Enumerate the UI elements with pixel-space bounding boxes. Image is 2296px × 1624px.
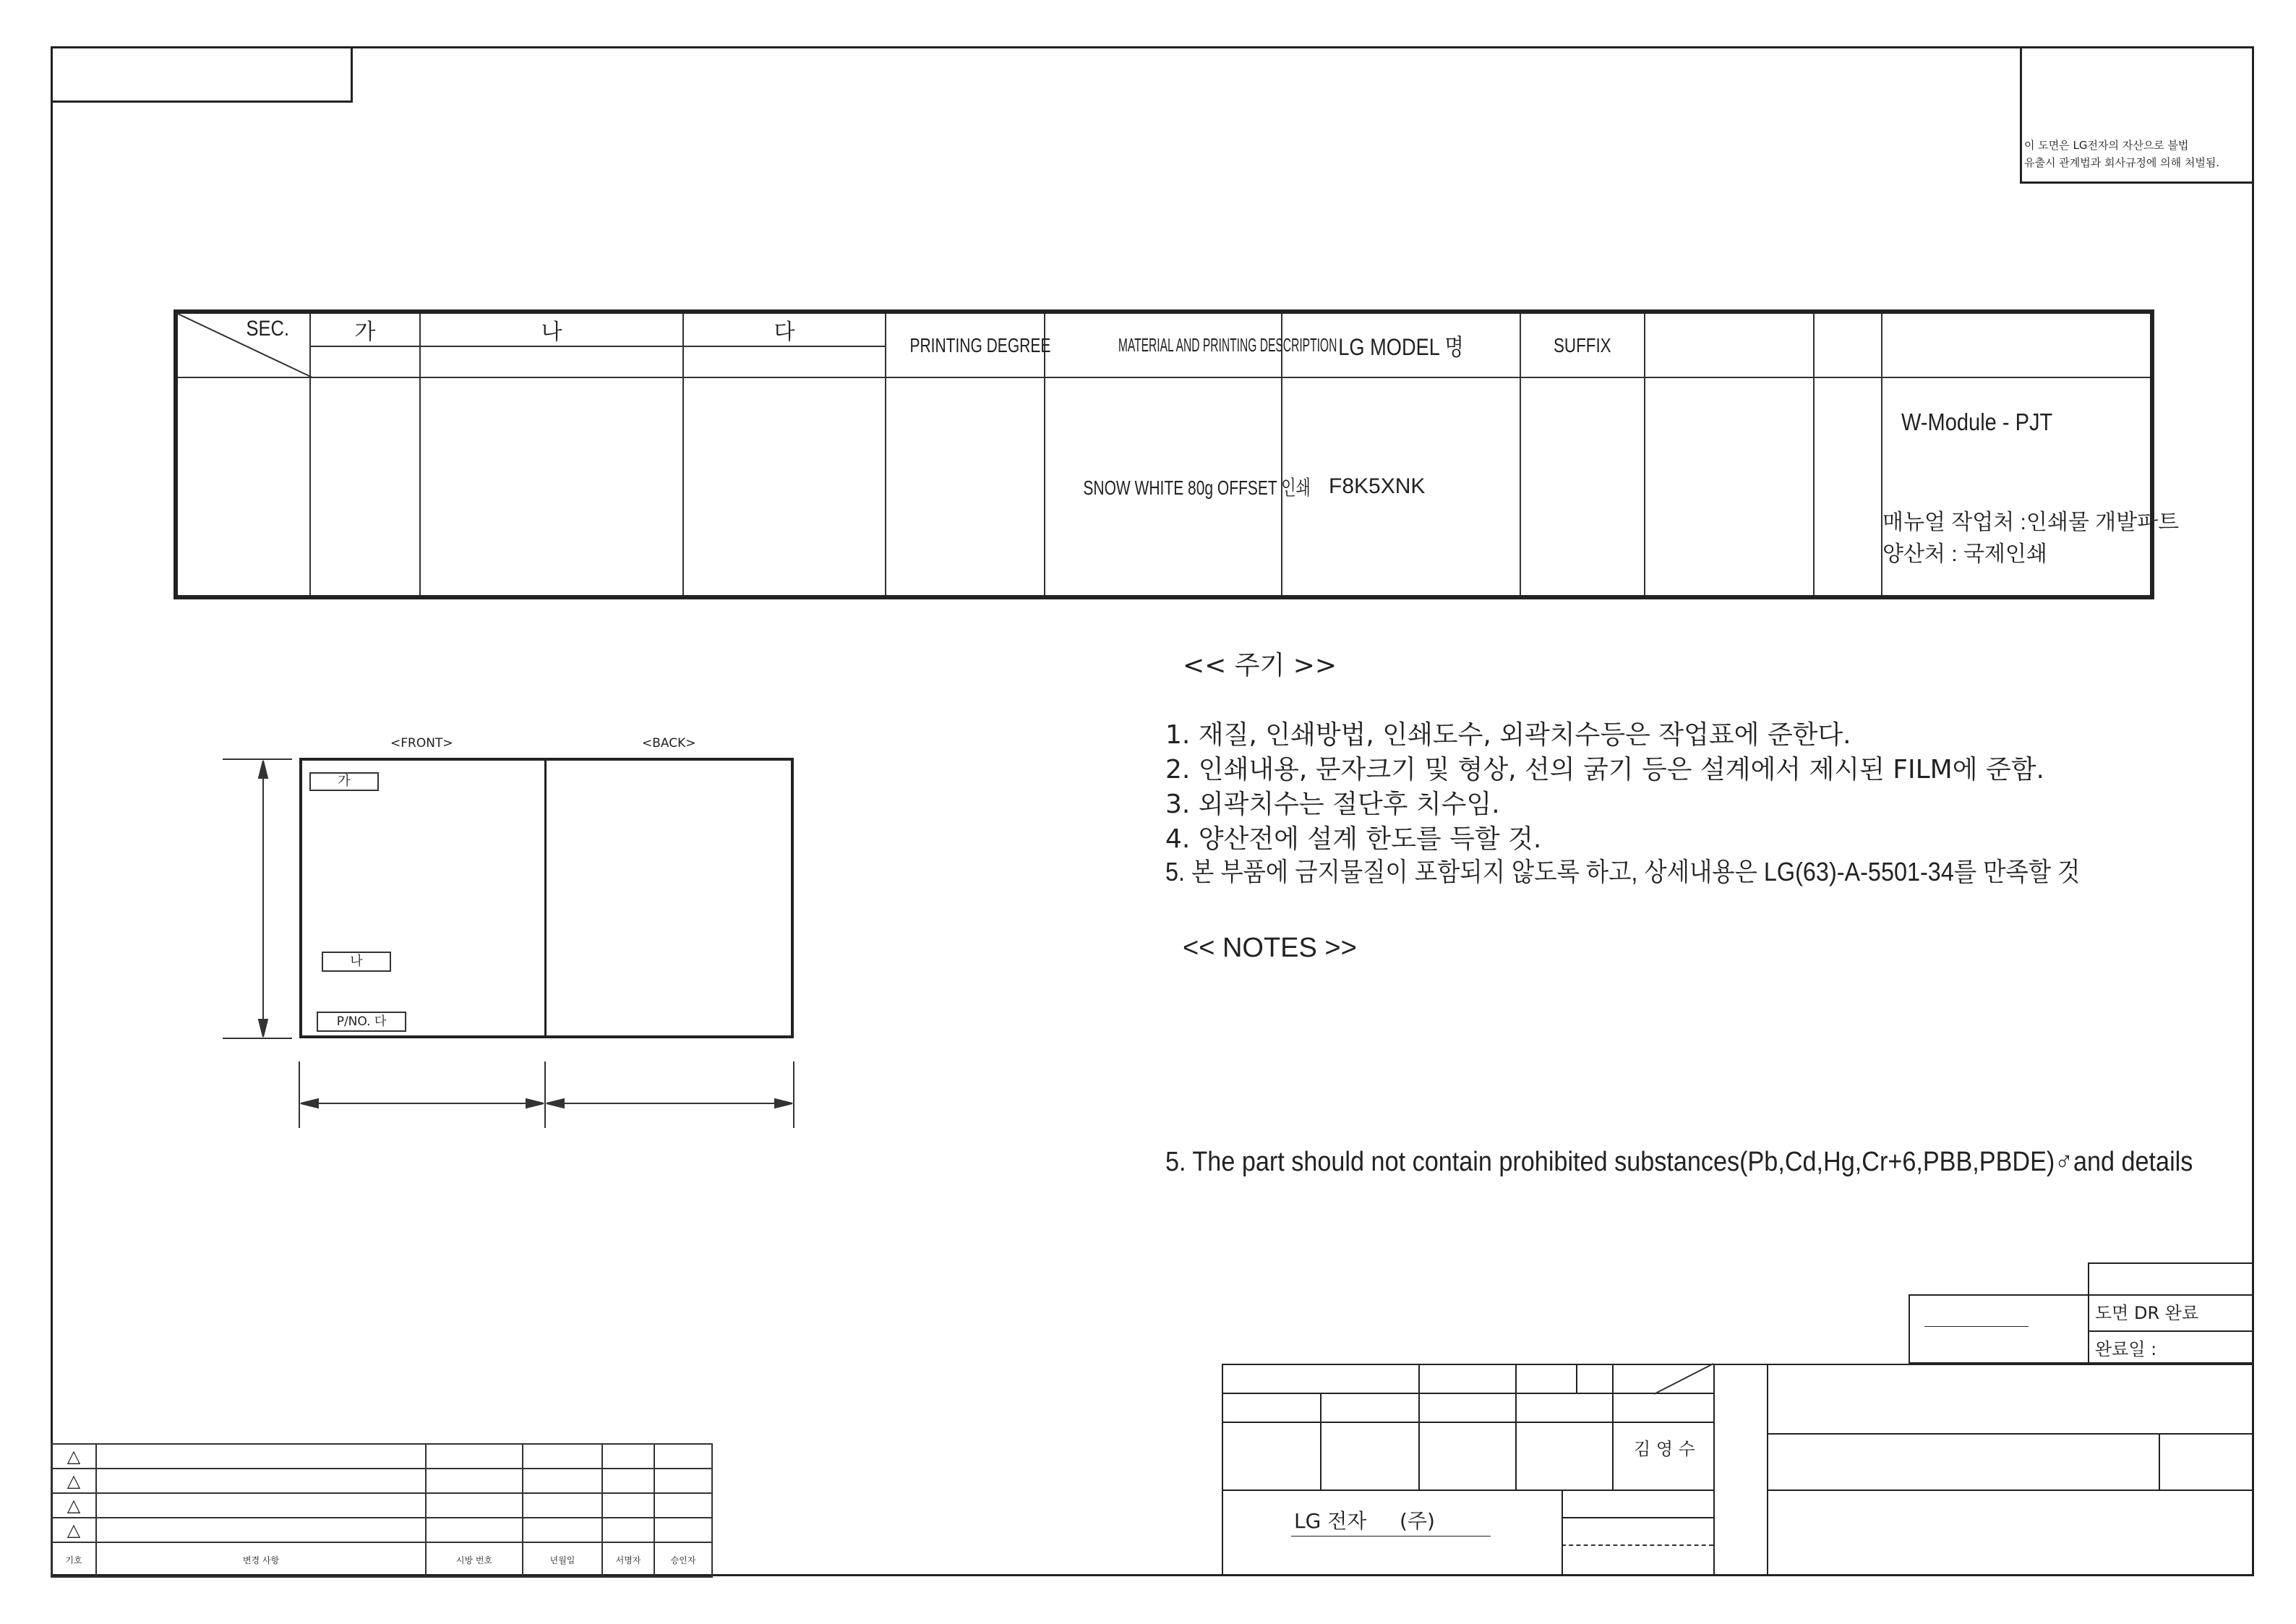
company-name: LG 전자 xyxy=(1294,1509,1367,1533)
pno-marker: P/NO. 다 xyxy=(317,1012,406,1032)
front-label: <FRONT> xyxy=(390,736,453,751)
korean-note-3: 3. 외곽치수는 절단후 치수임. xyxy=(1165,790,1500,819)
tb-h1 xyxy=(1222,1393,1713,1394)
dimension-lines xyxy=(217,752,810,1135)
model-value-cell xyxy=(1282,377,1520,597)
na-sub xyxy=(420,346,683,377)
da-sub xyxy=(683,346,886,377)
rev-symbol-3: △ xyxy=(51,1493,96,1518)
korean-note-2: 2. 인쇄내용, 문자크기 및 형상, 선의 굵기 등은 설계에서 제시된 FILM에 준함. xyxy=(1165,755,2044,785)
korean-note-4: 4. 양산전에 설계 한도를 득할 것. xyxy=(1165,824,1542,854)
project-cell xyxy=(1882,377,2180,597)
tb-v9 xyxy=(2159,1433,2160,1490)
ga-marker: 가 xyxy=(309,772,379,791)
tb-diagonal xyxy=(1654,1364,1715,1394)
material-value-cell xyxy=(1045,377,1311,597)
approval-divider xyxy=(2088,1330,2254,1332)
tb-h5 xyxy=(1767,1433,2254,1435)
tb-v5 xyxy=(1612,1364,1614,1490)
tb-dotted xyxy=(1562,1544,1713,1546)
sec-header: SEC. xyxy=(246,317,289,341)
revision-table xyxy=(51,1443,713,1578)
tb-h6 xyxy=(1767,1490,2254,1491)
material-header: MATERIAL AND PRINTING DESCRIPTION xyxy=(1118,334,1337,356)
blank-header-3 xyxy=(1882,312,2152,377)
project-name: W-Module - PJT xyxy=(1901,409,2053,435)
rev-header-approver: 승인자 xyxy=(654,1542,712,1577)
suffix-header-cell xyxy=(1520,312,1645,377)
ga-header: 가 xyxy=(310,312,420,346)
top-left-box xyxy=(51,46,353,103)
dr-complete-label: 도면 DR 완료 xyxy=(2095,1303,2199,1323)
tb-h3 xyxy=(1222,1490,1713,1491)
blank-header-2 xyxy=(1814,312,1882,377)
korean-note-1: 1. 재질, 인쇄방법, 인쇄도수, 외곽치수등은 작업표에 준한다. xyxy=(1165,720,1851,750)
model-value: F8K5XNK xyxy=(1329,474,1426,498)
ga-sub xyxy=(310,346,420,377)
sec-header-cell xyxy=(176,312,310,377)
tb-v6 xyxy=(1562,1490,1563,1576)
sec-value xyxy=(176,377,310,597)
rev-symbol-1: △ xyxy=(51,1444,96,1469)
title-block xyxy=(1222,1364,2254,1576)
da-header: 다 xyxy=(683,312,886,346)
manual-maker: 매뉴얼 작업처 :인쇄물 개발파트 xyxy=(1882,510,2180,534)
back-label: <BACK> xyxy=(642,736,696,751)
model-header: LG MODEL 명 xyxy=(1338,333,1464,360)
printing-degree-value xyxy=(886,377,1045,597)
tb-v8 xyxy=(1767,1364,1768,1576)
tb-h4 xyxy=(1562,1517,1713,1518)
rev-header-change: 변경 사항 xyxy=(96,1542,426,1577)
notice-line-2: 유출시 관계법과 회사규정에 의해 처벌됨. xyxy=(2024,156,2220,169)
na-marker: 나 xyxy=(322,952,391,972)
spec-table xyxy=(174,309,2180,599)
printing-degree-header: PRINTING DEGREE xyxy=(909,333,1051,356)
korean-notes-title: << 주기 >> xyxy=(1183,651,1337,680)
blank-value-2 xyxy=(1814,377,1882,597)
tb-v2 xyxy=(1418,1364,1420,1490)
rev-header-date: 년월일 xyxy=(523,1542,602,1577)
tb-h2 xyxy=(1222,1422,1713,1423)
company-suffix: (주) xyxy=(1400,1509,1435,1533)
signer-name: 김 영 수 xyxy=(1634,1439,1695,1459)
tb-v7 xyxy=(1713,1364,1715,1576)
rev-header-spec-no: 시방 번호 xyxy=(426,1542,523,1577)
company-underline xyxy=(1291,1536,1491,1537)
blank-value-1 xyxy=(1645,377,1814,597)
material-header-cell xyxy=(1045,312,1337,377)
ga-value xyxy=(310,377,420,597)
rev-symbol-4: △ xyxy=(51,1518,96,1542)
english-note-5: 5. The part should not contain prohibited substances(Pb,Cd,Hg,Cr+6,PBB,PBDE)♂and details xyxy=(1165,1147,2193,1177)
na-header: 나 xyxy=(420,312,683,346)
material-value: SNOW WHITE 80g OFFSET 인쇄 xyxy=(1083,476,1311,499)
english-notes-title: << NOTES >> xyxy=(1183,933,1357,963)
tb-v4 xyxy=(1576,1364,1577,1393)
tb-v1 xyxy=(1320,1393,1322,1490)
notice-line-1: 이 도면은 LG전자의 자산으로 불법 xyxy=(2024,139,2189,152)
blank-header-1 xyxy=(1645,312,1814,377)
rev-header-symbol: 기호 xyxy=(51,1542,96,1577)
suffix-value xyxy=(1520,377,1645,597)
sec-diagonal xyxy=(178,314,312,377)
suffix-header: SUFFIX xyxy=(1554,333,1611,356)
complete-date-label: 완료일 : xyxy=(2095,1339,2157,1359)
approval-sign-line xyxy=(1924,1326,2029,1327)
tb-v3 xyxy=(1515,1364,1517,1490)
rev-symbol-2: △ xyxy=(51,1469,96,1493)
rev-header-signer: 서명자 xyxy=(602,1542,654,1577)
korean-note-5: 5. 본 부품에 금지물질이 포함되지 않도록 하고, 상세내용은 LG(63)-A-5501-34를 만족할 것 xyxy=(1165,857,2081,886)
printing-degree-header-cell xyxy=(886,312,1051,377)
production-site: 양산처 : 국제인쇄 xyxy=(1882,542,2047,566)
da-value xyxy=(683,377,886,597)
na-value xyxy=(420,377,683,597)
